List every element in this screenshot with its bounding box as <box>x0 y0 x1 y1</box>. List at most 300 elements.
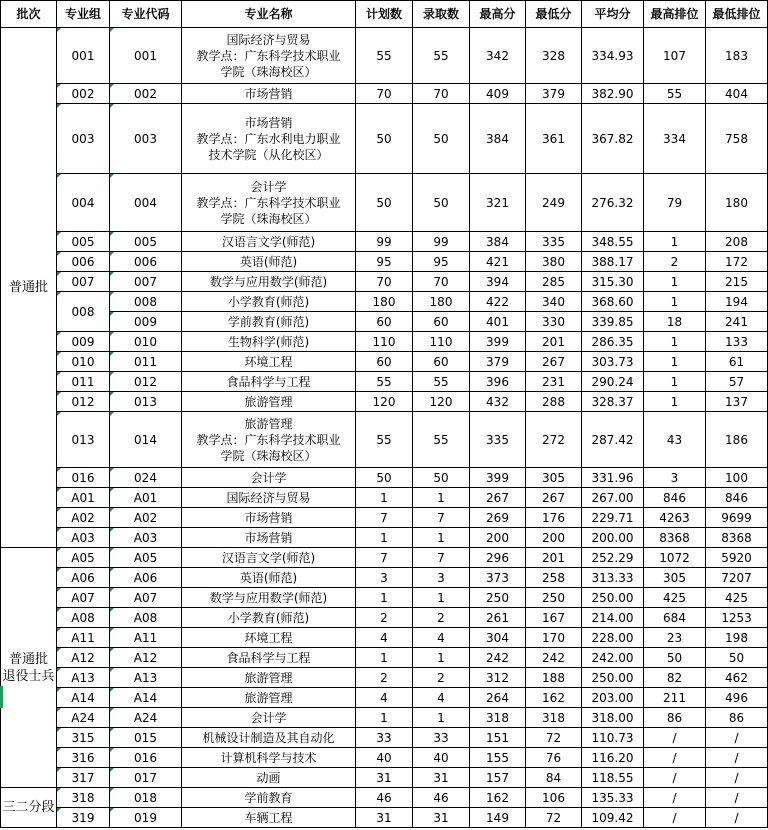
table-row <box>1 252 768 272</box>
max-score-cell: 151 <box>470 728 526 748</box>
major-name-cell: 英语(师范) <box>182 568 356 588</box>
table-row <box>1 788 768 808</box>
major-code-cell: 005 <box>110 232 182 252</box>
major-name-cell: 国际经济与贸易 教学点：广东科学技术职业学院（珠海校区） <box>182 28 356 84</box>
rank-low-cell: 180 <box>706 174 768 232</box>
avg-score-cell: 242.00 <box>582 648 644 668</box>
major-code-cell: A02 <box>110 508 182 528</box>
table-row <box>1 748 768 768</box>
max-score-cell: 242 <box>470 648 526 668</box>
major-name-cell: 汉语言文学(师范) <box>182 548 356 568</box>
min-score-cell: 201 <box>526 548 582 568</box>
admitted-cell: 2 <box>413 608 470 628</box>
table-row <box>1 708 768 728</box>
rank-low-cell: / <box>706 748 768 768</box>
major-code-cell: A01 <box>110 488 182 508</box>
rank-high-cell: 107 <box>644 28 706 84</box>
plan-cell: 1 <box>356 588 413 608</box>
major-name-cell: 英语(师范) <box>182 252 356 272</box>
group-cell: A13 <box>57 668 110 688</box>
admitted-cell: 31 <box>413 808 470 828</box>
max-score-cell: 409 <box>470 84 526 104</box>
table-row <box>1 568 768 588</box>
avg-score-cell: 348.55 <box>582 232 644 252</box>
major-code-cell: 003 <box>110 104 182 174</box>
admitted-cell: 110 <box>413 332 470 352</box>
rank-high-cell: 50 <box>644 648 706 668</box>
header-avg-score: 平均分 <box>582 1 644 28</box>
avg-score-cell: 267.00 <box>582 488 644 508</box>
avg-score-cell: 339.85 <box>582 312 644 332</box>
header-max-score: 最高分 <box>470 1 526 28</box>
header-major-name: 专业名称 <box>182 1 356 28</box>
batch-cell: 三二分段 <box>1 788 57 828</box>
group-cell: 009 <box>57 332 110 352</box>
plan-cell: 1 <box>356 528 413 548</box>
max-score-cell: 379 <box>470 352 526 372</box>
group-cell: A24 <box>57 708 110 728</box>
max-score-cell: 342 <box>470 28 526 84</box>
avg-score-cell: 250.00 <box>582 588 644 608</box>
plan-cell: 7 <box>356 508 413 528</box>
rank-low-cell: / <box>706 768 768 788</box>
group-cell: 003 <box>57 104 110 174</box>
header-rank-high: 最高排位 <box>644 1 706 28</box>
admitted-cell: 1 <box>413 488 470 508</box>
min-score-cell: 200 <box>526 528 582 548</box>
table-row <box>1 292 768 312</box>
max-score-cell: 267 <box>470 488 526 508</box>
side-marker <box>0 686 3 708</box>
admitted-cell: 50 <box>413 468 470 488</box>
avg-score-cell: 200.00 <box>582 528 644 548</box>
group-cell: 007 <box>57 272 110 292</box>
table-row <box>1 808 768 828</box>
rank-low-cell: 462 <box>706 668 768 688</box>
admitted-cell: 99 <box>413 232 470 252</box>
rank-low-cell: 133 <box>706 332 768 352</box>
min-score-cell: 379 <box>526 84 582 104</box>
avg-score-cell: 109.42 <box>582 808 644 828</box>
major-code-cell: A08 <box>110 608 182 628</box>
rank-high-cell: 43 <box>644 412 706 468</box>
rank-high-cell: 1072 <box>644 548 706 568</box>
rank-low-cell: 61 <box>706 352 768 372</box>
table-body <box>1 28 768 828</box>
group-cell: A06 <box>57 568 110 588</box>
table-row <box>1 768 768 788</box>
plan-cell: 50 <box>356 468 413 488</box>
major-name-cell: 生物科学(师范) <box>182 332 356 352</box>
admitted-cell: 3 <box>413 568 470 588</box>
table-row <box>1 28 768 84</box>
min-score-cell: 267 <box>526 488 582 508</box>
table-row <box>1 174 768 232</box>
group-cell: 317 <box>57 768 110 788</box>
group-cell: A07 <box>57 588 110 608</box>
major-code-cell: 012 <box>110 372 182 392</box>
rank-high-cell: 425 <box>644 588 706 608</box>
rank-low-cell: 9699 <box>706 508 768 528</box>
avg-score-cell: 331.96 <box>582 468 644 488</box>
table-row <box>1 668 768 688</box>
min-score-cell: 258 <box>526 568 582 588</box>
max-score-cell: 157 <box>470 768 526 788</box>
group-cell: 016 <box>57 468 110 488</box>
major-code-cell: 019 <box>110 808 182 828</box>
major-name-cell: 机械设计制造及其自动化 <box>182 728 356 748</box>
min-score-cell: 72 <box>526 808 582 828</box>
group-cell: 319 <box>57 808 110 828</box>
rank-low-cell: / <box>706 728 768 748</box>
rank-high-cell: 1 <box>644 332 706 352</box>
major-code-cell: A05 <box>110 548 182 568</box>
group-cell: 010 <box>57 352 110 372</box>
major-code-cell: 009 <box>110 312 182 332</box>
max-score-cell: 396 <box>470 372 526 392</box>
plan-cell: 50 <box>356 104 413 174</box>
major-code-cell: 008 <box>110 292 182 312</box>
plan-cell: 1 <box>356 648 413 668</box>
min-score-cell: 170 <box>526 628 582 648</box>
plan-cell: 46 <box>356 788 413 808</box>
avg-score-cell: 290.24 <box>582 372 644 392</box>
min-score-cell: 288 <box>526 392 582 412</box>
admitted-cell: 55 <box>413 412 470 468</box>
table-row <box>1 84 768 104</box>
group-cell: A05 <box>57 548 110 568</box>
rank-high-cell: 8368 <box>644 528 706 548</box>
table-row <box>1 232 768 252</box>
min-score-cell: 176 <box>526 508 582 528</box>
rank-low-cell: 1253 <box>706 608 768 628</box>
group-cell: A02 <box>57 508 110 528</box>
group-cell: 008 <box>57 292 110 332</box>
major-name-cell: 汉语言文学(师范) <box>182 232 356 252</box>
rank-high-cell: / <box>644 748 706 768</box>
min-score-cell: 361 <box>526 104 582 174</box>
max-score-cell: 269 <box>470 508 526 528</box>
max-score-cell: 399 <box>470 332 526 352</box>
group-cell: 013 <box>57 412 110 468</box>
group-cell: 002 <box>57 84 110 104</box>
major-name-cell: 市场营销 <box>182 508 356 528</box>
rank-high-cell: 23 <box>644 628 706 648</box>
plan-cell: 55 <box>356 412 413 468</box>
header-row <box>1 1 768 28</box>
major-name-cell: 环境工程 <box>182 352 356 372</box>
rank-high-cell: 1 <box>644 372 706 392</box>
major-name-cell: 学前教育 <box>182 788 356 808</box>
max-score-cell: 162 <box>470 788 526 808</box>
plan-cell: 99 <box>356 232 413 252</box>
plan-cell: 7 <box>356 548 413 568</box>
header-batch: 批次 <box>1 1 57 28</box>
major-code-cell: A07 <box>110 588 182 608</box>
min-score-cell: 167 <box>526 608 582 628</box>
rank-low-cell: 8368 <box>706 528 768 548</box>
admitted-cell: 1 <box>413 708 470 728</box>
plan-cell: 60 <box>356 312 413 332</box>
major-code-cell: 024 <box>110 468 182 488</box>
major-code-cell: A06 <box>110 568 182 588</box>
major-code-cell: A14 <box>110 688 182 708</box>
min-score-cell: 76 <box>526 748 582 768</box>
rank-high-cell: 55 <box>644 84 706 104</box>
max-score-cell: 264 <box>470 688 526 708</box>
admitted-cell: 4 <box>413 688 470 708</box>
rank-high-cell: 1 <box>644 352 706 372</box>
table-row <box>1 468 768 488</box>
table-row <box>1 312 768 332</box>
table-row <box>1 392 768 412</box>
major-code-cell: A24 <box>110 708 182 728</box>
plan-cell: 3 <box>356 568 413 588</box>
plan-cell: 2 <box>356 668 413 688</box>
min-score-cell: 201 <box>526 332 582 352</box>
major-name-cell: 数学与应用数学(师范) <box>182 588 356 608</box>
major-name-cell: 车辆工程 <box>182 808 356 828</box>
plan-cell: 120 <box>356 392 413 412</box>
table-row <box>1 104 768 174</box>
rank-low-cell: 137 <box>706 392 768 412</box>
plan-cell: 60 <box>356 352 413 372</box>
rank-high-cell: 334 <box>644 104 706 174</box>
min-score-cell: 242 <box>526 648 582 668</box>
major-name-cell: 市场营销 教学点：广东水利电力职业技术学院（从化校区） <box>182 104 356 174</box>
major-name-cell: 旅游管理 <box>182 392 356 412</box>
admitted-cell: 33 <box>413 728 470 748</box>
rank-low-cell: 57 <box>706 372 768 392</box>
major-code-cell: 016 <box>110 748 182 768</box>
major-name-cell: 数学与应用数学(师范) <box>182 272 356 292</box>
rank-high-cell: 82 <box>644 668 706 688</box>
avg-score-cell: 328.37 <box>582 392 644 412</box>
rank-low-cell: 172 <box>706 252 768 272</box>
admitted-cell: 7 <box>413 508 470 528</box>
max-score-cell: 321 <box>470 174 526 232</box>
major-code-cell: 018 <box>110 788 182 808</box>
avg-score-cell: 287.42 <box>582 412 644 468</box>
max-score-cell: 296 <box>470 548 526 568</box>
major-name-cell: 会计学 教学点：广东科学技术职业学院（珠海校区） <box>182 174 356 232</box>
avg-score-cell: 110.73 <box>582 728 644 748</box>
min-score-cell: 250 <box>526 588 582 608</box>
plan-cell: 95 <box>356 252 413 272</box>
group-cell: A01 <box>57 488 110 508</box>
rank-low-cell: 7207 <box>706 568 768 588</box>
rank-high-cell: 1 <box>644 392 706 412</box>
group-cell: A12 <box>57 648 110 668</box>
max-score-cell: 399 <box>470 468 526 488</box>
rank-low-cell: 404 <box>706 84 768 104</box>
min-score-cell: 267 <box>526 352 582 372</box>
group-cell: A11 <box>57 628 110 648</box>
table-row <box>1 648 768 668</box>
rank-high-cell: 79 <box>644 174 706 232</box>
rank-low-cell: 198 <box>706 628 768 648</box>
max-score-cell: 155 <box>470 748 526 768</box>
rank-low-cell: 241 <box>706 312 768 332</box>
plan-cell: 55 <box>356 372 413 392</box>
min-score-cell: 162 <box>526 688 582 708</box>
rank-low-cell: 186 <box>706 412 768 468</box>
major-name-cell: 学前教育(师范) <box>182 312 356 332</box>
batch-cell: 普通批 <box>1 28 57 548</box>
admitted-cell: 1 <box>413 528 470 548</box>
group-cell: 012 <box>57 392 110 412</box>
plan-cell: 4 <box>356 628 413 648</box>
plan-cell: 180 <box>356 292 413 312</box>
table-row <box>1 628 768 648</box>
min-score-cell: 328 <box>526 28 582 84</box>
rank-high-cell: 305 <box>644 568 706 588</box>
rank-high-cell: 3 <box>644 468 706 488</box>
plan-cell: 31 <box>356 808 413 828</box>
rank-high-cell: 1 <box>644 232 706 252</box>
major-name-cell: 食品科学与工程 <box>182 372 356 392</box>
max-score-cell: 432 <box>470 392 526 412</box>
batch-cell: 普通批 退役士兵 <box>1 548 57 788</box>
rank-low-cell: 425 <box>706 588 768 608</box>
plan-cell: 110 <box>356 332 413 352</box>
major-code-cell: 017 <box>110 768 182 788</box>
rank-high-cell: 18 <box>644 312 706 332</box>
max-score-cell: 261 <box>470 608 526 628</box>
avg-score-cell: 252.29 <box>582 548 644 568</box>
avg-score-cell: 368.60 <box>582 292 644 312</box>
table-row <box>1 508 768 528</box>
rank-high-cell: / <box>644 728 706 748</box>
max-score-cell: 304 <box>470 628 526 648</box>
admitted-cell: 1 <box>413 588 470 608</box>
group-cell: 004 <box>57 174 110 232</box>
max-score-cell: 422 <box>470 292 526 312</box>
major-code-cell: A11 <box>110 628 182 648</box>
plan-cell: 70 <box>356 84 413 104</box>
major-name-cell: 小学教育(师范) <box>182 292 356 312</box>
admitted-cell: 55 <box>413 28 470 84</box>
plan-cell: 2 <box>356 608 413 628</box>
group-cell: 315 <box>57 728 110 748</box>
admitted-cell: 95 <box>413 252 470 272</box>
major-code-cell: 001 <box>110 28 182 84</box>
plan-cell: 50 <box>356 174 413 232</box>
admitted-cell: 50 <box>413 104 470 174</box>
rank-high-cell: 1 <box>644 272 706 292</box>
major-name-cell: 旅游管理 <box>182 688 356 708</box>
max-score-cell: 401 <box>470 312 526 332</box>
max-score-cell: 373 <box>470 568 526 588</box>
rank-low-cell: 846 <box>706 488 768 508</box>
admitted-cell: 60 <box>413 352 470 372</box>
admitted-cell: 60 <box>413 312 470 332</box>
rank-high-cell: 1 <box>644 292 706 312</box>
avg-score-cell: 334.93 <box>582 28 644 84</box>
max-score-cell: 318 <box>470 708 526 728</box>
header-min-score: 最低分 <box>526 1 582 28</box>
min-score-cell: 305 <box>526 468 582 488</box>
min-score-cell: 380 <box>526 252 582 272</box>
rank-low-cell: 215 <box>706 272 768 292</box>
group-cell: 316 <box>57 748 110 768</box>
rank-low-cell: / <box>706 808 768 828</box>
rank-high-cell: / <box>644 788 706 808</box>
max-score-cell: 394 <box>470 272 526 292</box>
rank-high-cell: 2 <box>644 252 706 272</box>
table-row <box>1 488 768 508</box>
max-score-cell: 149 <box>470 808 526 828</box>
rank-low-cell: 100 <box>706 468 768 488</box>
admitted-cell: 2 <box>413 668 470 688</box>
major-code-cell: 015 <box>110 728 182 748</box>
avg-score-cell: 214.00 <box>582 608 644 628</box>
min-score-cell: 249 <box>526 174 582 232</box>
admitted-cell: 70 <box>413 272 470 292</box>
admitted-cell: 46 <box>413 788 470 808</box>
table-row <box>1 608 768 628</box>
plan-cell: 1 <box>356 488 413 508</box>
major-name-cell: 环境工程 <box>182 628 356 648</box>
plan-cell: 33 <box>356 728 413 748</box>
max-score-cell: 200 <box>470 528 526 548</box>
rank-high-cell: 684 <box>644 608 706 628</box>
table-row <box>1 272 768 292</box>
major-code-cell: A03 <box>110 528 182 548</box>
min-score-cell: 318 <box>526 708 582 728</box>
major-name-cell: 动画 <box>182 768 356 788</box>
avg-score-cell: 303.73 <box>582 352 644 372</box>
table-row <box>1 372 768 392</box>
rank-high-cell: 4263 <box>644 508 706 528</box>
admitted-cell: 180 <box>413 292 470 312</box>
header-rank-low: 最低排位 <box>706 1 768 28</box>
major-name-cell: 会计学 <box>182 708 356 728</box>
rank-low-cell: 86 <box>706 708 768 728</box>
rank-low-cell: 758 <box>706 104 768 174</box>
avg-score-cell: 388.17 <box>582 252 644 272</box>
major-code-cell: A13 <box>110 668 182 688</box>
major-name-cell: 旅游管理 <box>182 668 356 688</box>
group-cell: A08 <box>57 608 110 628</box>
min-score-cell: 330 <box>526 312 582 332</box>
plan-cell: 70 <box>356 272 413 292</box>
avg-score-cell: 118.55 <box>582 768 644 788</box>
rank-high-cell: 211 <box>644 688 706 708</box>
major-name-cell: 小学教育(师范) <box>182 608 356 628</box>
header-group: 专业组 <box>57 1 110 28</box>
table-row <box>1 548 768 568</box>
group-cell: 005 <box>57 232 110 252</box>
rank-high-cell: 846 <box>644 488 706 508</box>
table-row <box>1 412 768 468</box>
min-score-cell: 272 <box>526 412 582 468</box>
rank-high-cell: 86 <box>644 708 706 728</box>
major-name-cell: 市场营销 <box>182 528 356 548</box>
min-score-cell: 106 <box>526 788 582 808</box>
min-score-cell: 188 <box>526 668 582 688</box>
rank-low-cell: 183 <box>706 28 768 84</box>
group-cell: 011 <box>57 372 110 392</box>
plan-cell: 40 <box>356 748 413 768</box>
admitted-cell: 70 <box>413 84 470 104</box>
major-code-cell: 014 <box>110 412 182 468</box>
admitted-cell: 7 <box>413 548 470 568</box>
avg-score-cell: 382.90 <box>582 84 644 104</box>
table-row <box>1 588 768 608</box>
plan-cell: 31 <box>356 768 413 788</box>
max-score-cell: 335 <box>470 412 526 468</box>
